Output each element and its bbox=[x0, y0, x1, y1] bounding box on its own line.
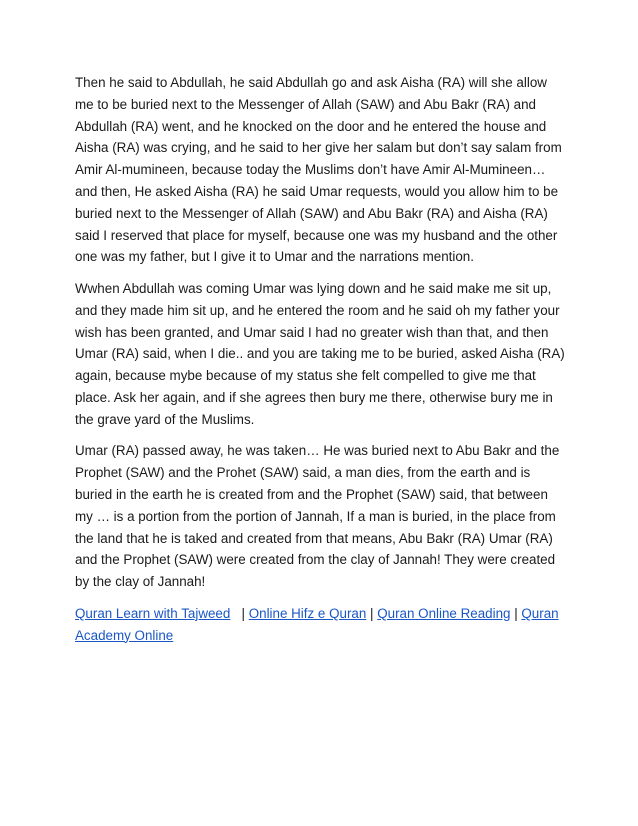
link-separator: | bbox=[237, 605, 249, 621]
paragraph-2: Wwhen Abdullah was coming Umar was lying down and he said make me sit up, and they made him sit up, and he entered the room and he said oh my father your wish has been granted, and Umar said I had no greater wish than that, and then Umar (RA) said, when I die.. and you are taking me to be buried, asked Aisha (RA) again, because mybe because of my status she felt compelled to give me that place. Ask her again, and if she agrees then bury me there, otherwise bury me in the grave yard of the Muslims. bbox=[75, 280, 565, 427]
link-separator: | bbox=[510, 605, 522, 621]
paragraph-1: Then he said to Abdullah, he said Abdullah go and ask Aisha (RA) will she allow me to be buried next to the Messenger of Allah (SAW) and Abu Bakr (RA) and Abdullah (RA) went, and he knocked on the door and he entered the house and Aisha (RA) was crying, and he said to her give her salam but don’t say salam from Amir Al-mumineen, because today the Muslims don’t have Amir Al-Mumineen… and then, He asked Aisha (RA) he said Umar requests, would you allow him to be buried next to the Messenger of Allah (SAW) and Abu Bakr (RA) and Aisha (RA) said I reserved that place for myself, because one was my husband and the other one was my father, but I give it to Umar and the narrations mention. bbox=[75, 75, 562, 265]
link-quran-online-reading[interactable]: Quran Online Reading bbox=[377, 605, 511, 621]
link-quran-learn-with-tajweed[interactable]: Quran Learn with Tajweed bbox=[75, 605, 231, 621]
document-page bbox=[75, 72, 567, 646]
link-bar bbox=[75, 603, 567, 647]
link-online-hifz-e-quran[interactable]: Online Hifz e Quran bbox=[248, 605, 367, 621]
paragraph-3: Umar (RA) passed away, he was taken… He was buried next to Abu Bakr and the Prophet (SAW) and the Prohet (SAW) said, a man dies, from the earth and is buried in the earth he is created from and the Prophet (SAW) said, that between my … is a portion from the portion of Jannah, If a man is buried, in the place from the land that he is taked and created from that means, Abu Bakr (RA) Umar (RA) and the Prophet (SAW) were created from the clay of Jannah! They were created by the clay of Jannah! bbox=[75, 443, 560, 590]
link-separator: | bbox=[366, 605, 378, 621]
link-quran-academy-online[interactable]: Quran Academy Online bbox=[75, 605, 559, 643]
